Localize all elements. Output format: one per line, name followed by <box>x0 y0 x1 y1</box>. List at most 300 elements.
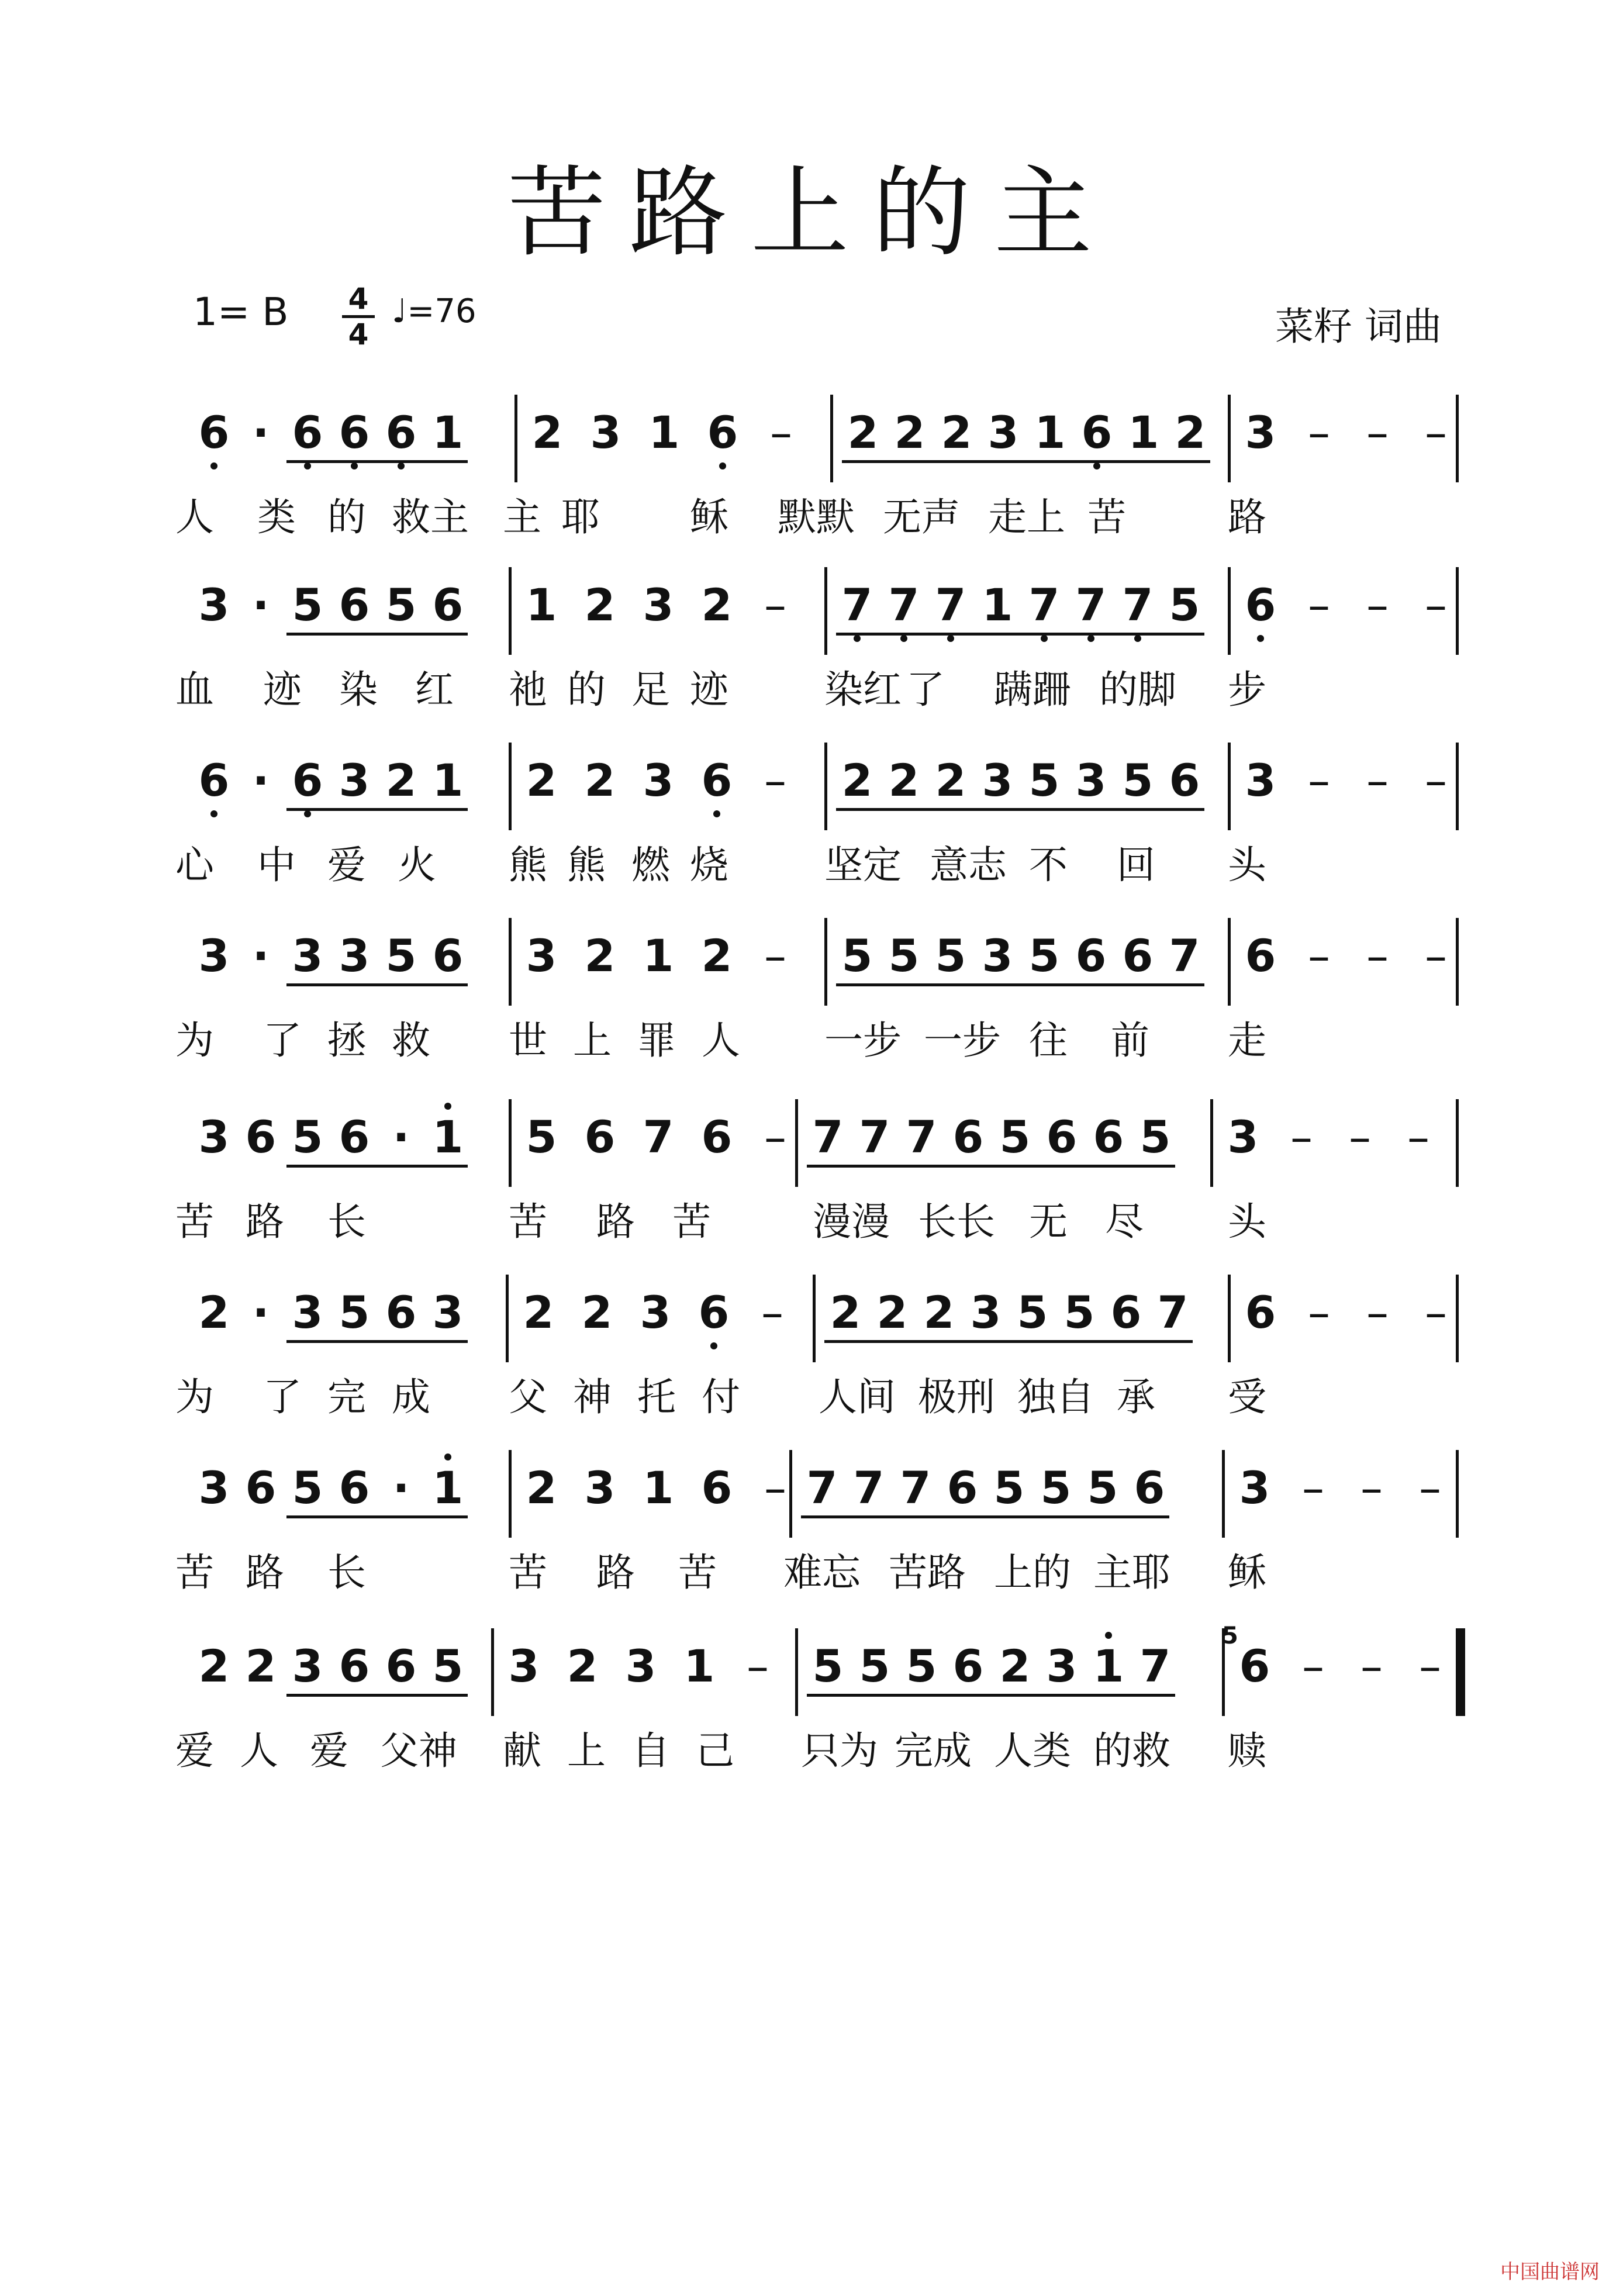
lyric-syllable: 受 <box>1228 1375 1266 1420</box>
note-digit: 2 <box>941 406 972 458</box>
note-digit: – <box>770 406 792 458</box>
key-signature: 1= B <box>193 289 289 334</box>
measure <box>1222 1111 1456 1175</box>
score-row <box>175 1111 1473 1244</box>
measure <box>836 930 1210 994</box>
note-digit: 3 <box>643 579 674 631</box>
note-digit: 6 <box>1093 1111 1124 1163</box>
note-digit: 1 <box>526 579 557 631</box>
note-digit: 6 <box>339 406 370 458</box>
barline <box>509 743 512 830</box>
lyric-syllable: 父神 <box>380 1728 457 1773</box>
lyric-syllable: 苦 <box>1087 495 1126 540</box>
time-signature <box>342 284 375 350</box>
note-digit: 1 <box>683 1640 715 1692</box>
note-digit: 3 <box>590 406 621 458</box>
lyric-syllable: 头 <box>1228 843 1266 888</box>
note-digit: 2 <box>198 1286 230 1338</box>
lyric-syllable: 爱 <box>310 1728 348 1773</box>
lyric-syllable: 漫漫 <box>813 1199 890 1244</box>
note-digit: 6 <box>1245 1286 1276 1338</box>
lyric-syllable: 走 <box>1228 1018 1266 1063</box>
eighth-beam <box>801 1515 1169 1518</box>
eighth-beam <box>807 1694 1175 1697</box>
note <box>579 1462 621 1526</box>
barline <box>1228 918 1231 1006</box>
note-digit: 1 <box>643 930 674 982</box>
note <box>696 1462 738 1526</box>
tempo-marking: ♩=76 <box>392 292 476 330</box>
measure <box>520 930 824 994</box>
note-digit: – <box>1360 1462 1383 1514</box>
note-digit: 6 <box>707 406 738 458</box>
lyric-syllable: 耶 <box>561 495 600 540</box>
note-digit: 2 <box>1175 406 1206 458</box>
note-digit: 3 <box>508 1640 540 1692</box>
lyric-syllable: 托 <box>637 1375 676 1420</box>
note-digit: 2 <box>701 930 733 982</box>
lyric-syllable: 苦路 <box>889 1550 966 1595</box>
barline <box>830 395 833 482</box>
lyric-syllable: 红 <box>415 667 454 712</box>
lyric-syllable: 为 <box>175 1018 214 1063</box>
note-digit: 7 <box>935 579 966 631</box>
note-digit: 2 <box>847 406 879 458</box>
note-digit: 6 <box>1075 930 1107 982</box>
note-digit: – <box>1302 1640 1324 1692</box>
note <box>240 930 282 994</box>
note-digit: 2 <box>526 754 557 806</box>
note-digit: 6 <box>385 1640 417 1692</box>
lower-octave-dot <box>1257 635 1264 642</box>
note <box>576 1286 618 1351</box>
note-digit: 6 <box>339 1640 370 1692</box>
note-dash <box>1292 1640 1334 1704</box>
lyric-syllable: 默默 <box>778 495 855 540</box>
barline <box>1222 1450 1225 1538</box>
barline <box>795 1099 798 1187</box>
eighth-beam <box>286 1165 468 1168</box>
note <box>678 1640 720 1704</box>
note-digit: – <box>1308 579 1330 631</box>
note-digit: 5 <box>859 1640 890 1692</box>
row-measures <box>175 1111 1473 1175</box>
note-digit: 2 <box>584 930 616 982</box>
lyric-syllable: 拯 <box>327 1018 366 1063</box>
note-digit: 3 <box>1245 406 1276 458</box>
note-digit: · <box>252 1286 270 1338</box>
end-barline <box>1456 1275 1459 1362</box>
note-dash <box>1415 930 1457 994</box>
lower-octave-dot <box>719 462 726 469</box>
note-digit: 3 <box>1046 1640 1078 1692</box>
note-digit: 7 <box>1075 579 1107 631</box>
lyric-syllable: 人 <box>175 495 214 540</box>
note <box>637 1462 679 1526</box>
note-digit: 5 <box>812 1640 844 1692</box>
note-digit: 2 <box>923 1286 955 1338</box>
lyric-syllable: 完 <box>327 1375 366 1420</box>
note <box>696 579 738 643</box>
note <box>1239 1286 1282 1351</box>
note-digit: – <box>1366 930 1389 982</box>
note <box>193 406 235 471</box>
lyric-syllable: 无 <box>1029 1199 1068 1244</box>
eighth-beam <box>286 1694 468 1697</box>
lyric-syllable: 一步 <box>824 1018 902 1063</box>
note-digit: – <box>1366 1286 1389 1338</box>
note-dash <box>1298 406 1340 471</box>
lyric-syllable: 苦 <box>509 1199 547 1244</box>
note-digit: 5 <box>935 930 966 982</box>
lyric-syllable: 人 <box>702 1018 740 1063</box>
eighth-beam <box>286 633 468 636</box>
note-digit: 6 <box>1134 1462 1165 1514</box>
measure <box>807 1640 1181 1704</box>
note <box>579 579 621 643</box>
lyric-syllable: 救主 <box>392 495 469 540</box>
lower-octave-dot <box>900 635 907 642</box>
note-digit: – <box>1419 1640 1441 1692</box>
note <box>193 754 235 819</box>
note <box>520 1462 562 1526</box>
lyric-syllable: 了 <box>263 1375 302 1420</box>
note-digit: 1 <box>1093 1640 1124 1692</box>
lyric-syllable: 世 <box>509 1018 547 1063</box>
measure <box>193 579 520 643</box>
lyric-syllable: 父 <box>509 1375 547 1420</box>
note-digit: – <box>1360 1640 1383 1692</box>
note-digit: – <box>1366 754 1389 806</box>
note <box>503 1640 545 1704</box>
lower-octave-dot <box>351 462 358 469</box>
note-digit: 5 <box>339 1286 370 1338</box>
row-measures <box>175 1286 1473 1351</box>
note-digit: 3 <box>198 1111 230 1163</box>
lyric-syllable: 长 <box>327 1550 366 1595</box>
note-digit: 3 <box>198 1462 230 1514</box>
note <box>1234 1462 1276 1526</box>
note-dash <box>754 1111 796 1175</box>
note-dash <box>1397 1111 1439 1175</box>
lyric-syllable: 路 <box>246 1550 284 1595</box>
note-digit: 6 <box>1239 1640 1270 1692</box>
note-digit: 3 <box>640 1286 671 1338</box>
note <box>579 930 621 994</box>
lyric-syllable: 前 <box>1111 1018 1149 1063</box>
note <box>1234 1640 1276 1704</box>
note <box>637 930 679 994</box>
note-digit: 3 <box>292 930 323 982</box>
lyric-syllable: 人类 <box>994 1728 1071 1773</box>
lyric-syllable: 路 <box>246 1199 284 1244</box>
lower-octave-dot <box>304 462 311 469</box>
note-digit: 5 <box>292 1111 323 1163</box>
note-digit: 3 <box>987 406 1019 458</box>
lyric-syllable: 爱 <box>175 1728 214 1773</box>
lyric-syllable: 长长 <box>918 1199 995 1244</box>
note-digit: 5 <box>385 930 417 982</box>
note-digit: 7 <box>1169 930 1200 982</box>
note-digit: 3 <box>432 1286 464 1338</box>
note-digit: 5 <box>292 1462 323 1514</box>
note <box>579 754 621 819</box>
lyric-syllable: 意志 <box>930 843 1007 888</box>
end-barline <box>1456 1099 1459 1187</box>
note-digit: 5 <box>999 1111 1031 1163</box>
lyric-syllable: 主 <box>503 495 541 540</box>
lyric-syllable: 极刑 <box>918 1375 995 1420</box>
note-digit: 6 <box>1245 930 1276 982</box>
note-digit: 5 <box>906 1640 937 1692</box>
end-barline <box>1456 1450 1459 1538</box>
note-digit: 6 <box>1046 1111 1078 1163</box>
lyric-syllable: 了 <box>906 667 945 712</box>
note-digit: 3 <box>198 579 230 631</box>
note-digit: – <box>1425 406 1447 458</box>
lyric-syllable: 承 <box>1117 1375 1155 1420</box>
note-digit: 7 <box>853 1462 885 1514</box>
barline <box>789 1450 792 1538</box>
note <box>193 1111 235 1175</box>
note-digit: 2 <box>567 1640 598 1692</box>
note-digit: 7 <box>906 1111 937 1163</box>
lower-octave-dot <box>210 462 217 469</box>
note <box>193 579 235 643</box>
measure <box>503 1640 807 1704</box>
note <box>520 754 562 819</box>
lower-octave-dot <box>1087 635 1094 642</box>
note <box>620 1640 662 1704</box>
note-digit: 1 <box>432 406 464 458</box>
note-digit: 5 <box>1087 1462 1118 1514</box>
lyric-syllable: 迹 <box>263 667 302 712</box>
note-digit: 3 <box>643 754 674 806</box>
lyric-syllable: 的脚 <box>1099 667 1176 712</box>
note-digit: 7 <box>1122 579 1154 631</box>
note-digit: 6 <box>198 754 230 806</box>
note <box>637 1111 679 1175</box>
lyric-syllable: 人间 <box>819 1375 896 1420</box>
note <box>693 1286 735 1351</box>
note-digit: 6 <box>584 1111 616 1163</box>
note-digit: 3 <box>982 930 1013 982</box>
note-dash <box>760 406 802 471</box>
note-digit: 1 <box>1034 406 1066 458</box>
note <box>561 1640 603 1704</box>
upper-octave-dot <box>1105 1632 1112 1639</box>
note-digit: 5 <box>432 1640 464 1692</box>
note-digit: 6 <box>339 1111 370 1163</box>
note-dash <box>1356 406 1398 471</box>
lyric-syllable: 自 <box>631 1728 670 1773</box>
measure <box>193 1462 520 1526</box>
note-digit: 3 <box>1227 1111 1259 1163</box>
measure <box>1234 1640 1467 1704</box>
lower-octave-dot <box>947 635 954 642</box>
barline <box>509 918 512 1006</box>
note-digit: 2 <box>876 1286 908 1338</box>
note-dash <box>754 930 796 994</box>
lower-octave-dot <box>854 635 861 642</box>
note-digit: – <box>1302 1462 1324 1514</box>
barline <box>1228 395 1231 482</box>
note-digit: 2 <box>198 1640 230 1692</box>
note-dash <box>1339 1111 1381 1175</box>
note-dash <box>1298 1286 1340 1351</box>
note-dash <box>1292 1462 1334 1526</box>
note-digit: 6 <box>701 1462 733 1514</box>
note-digit: 6 <box>1110 1286 1142 1338</box>
note-dash <box>1280 1111 1322 1175</box>
lower-octave-dot <box>713 810 720 817</box>
lyric-syllable: 步 <box>1228 667 1266 712</box>
score-row <box>175 754 1473 888</box>
lyric-syllable: 上的 <box>994 1550 1071 1595</box>
lyric-syllable: 往 <box>1029 1018 1068 1063</box>
lyric-syllable: 上 <box>567 1728 606 1773</box>
watermark: 中国曲谱网 <box>1500 2260 1600 2284</box>
note-dash <box>1415 754 1457 819</box>
barline <box>824 743 827 830</box>
note <box>1239 406 1282 471</box>
measure <box>520 1111 824 1175</box>
measure <box>193 1111 520 1175</box>
note-dash <box>1356 579 1398 643</box>
eighth-beam <box>286 1340 468 1343</box>
lyric-syllable: 主耶 <box>1093 1550 1170 1595</box>
note-dash <box>1409 1462 1451 1526</box>
note-digit: 1 <box>982 579 1013 631</box>
note-digit: 5 <box>1017 1286 1048 1338</box>
note-digit: 6 <box>198 406 230 458</box>
lyric-syllable: 坚定 <box>824 843 902 888</box>
note-digit: 5 <box>1139 1111 1171 1163</box>
lyric-syllable: 心 <box>175 843 214 888</box>
end-barline <box>1456 395 1459 482</box>
barline <box>509 567 512 655</box>
note <box>579 1111 621 1175</box>
measure <box>193 406 520 471</box>
note <box>585 406 627 471</box>
note-digit: 6 <box>1122 930 1154 982</box>
eighth-beam <box>824 1340 1193 1343</box>
note-digit: 1 <box>1128 406 1159 458</box>
lyric-syllable: 走上 <box>988 495 1065 540</box>
note-digit: 3 <box>292 1640 323 1692</box>
note-digit: 2 <box>245 1640 277 1692</box>
note-digit: 6 <box>385 1286 417 1338</box>
lyric-syllable: 尽 <box>1105 1199 1144 1244</box>
note <box>696 754 738 819</box>
score-row <box>175 1286 1473 1420</box>
measure <box>801 1462 1175 1526</box>
score-row <box>175 930 1473 1063</box>
note-digit: 6 <box>1081 406 1113 458</box>
lyric-syllable: 成 <box>392 1375 430 1420</box>
lyric-syllable: 迹 <box>690 667 728 712</box>
note <box>634 1286 676 1351</box>
lyric-syllable: 人 <box>240 1728 278 1773</box>
note-digit: 3 <box>292 1286 323 1338</box>
note-digit: 2 <box>531 406 563 458</box>
lyric-syllable: 上 <box>573 1018 612 1063</box>
note-digit: 5 <box>1028 754 1060 806</box>
lower-octave-dot <box>1134 635 1141 642</box>
lyric-syllable: 路 <box>1228 495 1266 540</box>
note-digit: 5 <box>385 579 417 631</box>
note-dash <box>1356 1286 1398 1351</box>
note-digit: 3 <box>1239 1462 1270 1514</box>
note <box>637 754 679 819</box>
lyric-syllable: 燃 <box>631 843 670 888</box>
barline <box>514 395 517 482</box>
barline <box>1228 567 1231 655</box>
lyric-syllable: 稣 <box>690 495 728 540</box>
note-digit: 6 <box>952 1111 984 1163</box>
note-digit: 7 <box>841 579 873 631</box>
end-barline <box>1456 567 1459 655</box>
note-digit: – <box>764 579 786 631</box>
note-digit: 5 <box>1169 579 1200 631</box>
note <box>193 930 235 994</box>
note <box>643 406 685 471</box>
lyric-syllable: 染 <box>339 667 378 712</box>
note-digit: 6 <box>1245 579 1276 631</box>
note <box>240 754 282 819</box>
row-measures <box>175 754 1473 819</box>
note-digit: – <box>1366 579 1389 631</box>
note-digit: · <box>392 1462 410 1514</box>
note-dash <box>1409 1640 1451 1704</box>
lyric-syllable: 回 <box>1117 843 1155 888</box>
note-digit: 7 <box>900 1462 931 1514</box>
note <box>240 1286 282 1351</box>
note-digit: 2 <box>935 754 966 806</box>
eighth-beam <box>842 460 1210 463</box>
lyric-syllable: 路 <box>596 1550 635 1595</box>
note-digit: – <box>764 1462 786 1514</box>
lyric-syllable: 中 <box>257 843 296 888</box>
note <box>520 1111 562 1175</box>
note-digit: 1 <box>432 1462 464 1514</box>
end-barline <box>1456 1628 1465 1716</box>
note-digit: 3 <box>339 930 370 982</box>
song-title: 苦路上的主 <box>507 156 1116 270</box>
note-digit: – <box>764 754 786 806</box>
measure <box>842 406 1216 471</box>
note-digit: 1 <box>648 406 680 458</box>
note-digit: – <box>1425 579 1447 631</box>
measure <box>193 1640 520 1704</box>
note-digit: – <box>1419 1462 1441 1514</box>
score-row <box>175 579 1473 712</box>
grace-note: 5 <box>1222 1622 1238 1649</box>
note-digit: 2 <box>584 579 616 631</box>
note-dash <box>1356 930 1398 994</box>
note-digit: 3 <box>1075 754 1107 806</box>
eighth-beam <box>836 983 1204 986</box>
note-digit: – <box>1349 1111 1371 1163</box>
eighth-beam <box>807 1165 1175 1168</box>
note <box>696 1111 738 1175</box>
measure <box>517 1286 821 1351</box>
note-dash <box>1298 754 1340 819</box>
note <box>1239 579 1282 643</box>
note-digit: 7 <box>1139 1640 1171 1692</box>
note-digit: 2 <box>581 1286 613 1338</box>
note-digit: 2 <box>888 754 920 806</box>
